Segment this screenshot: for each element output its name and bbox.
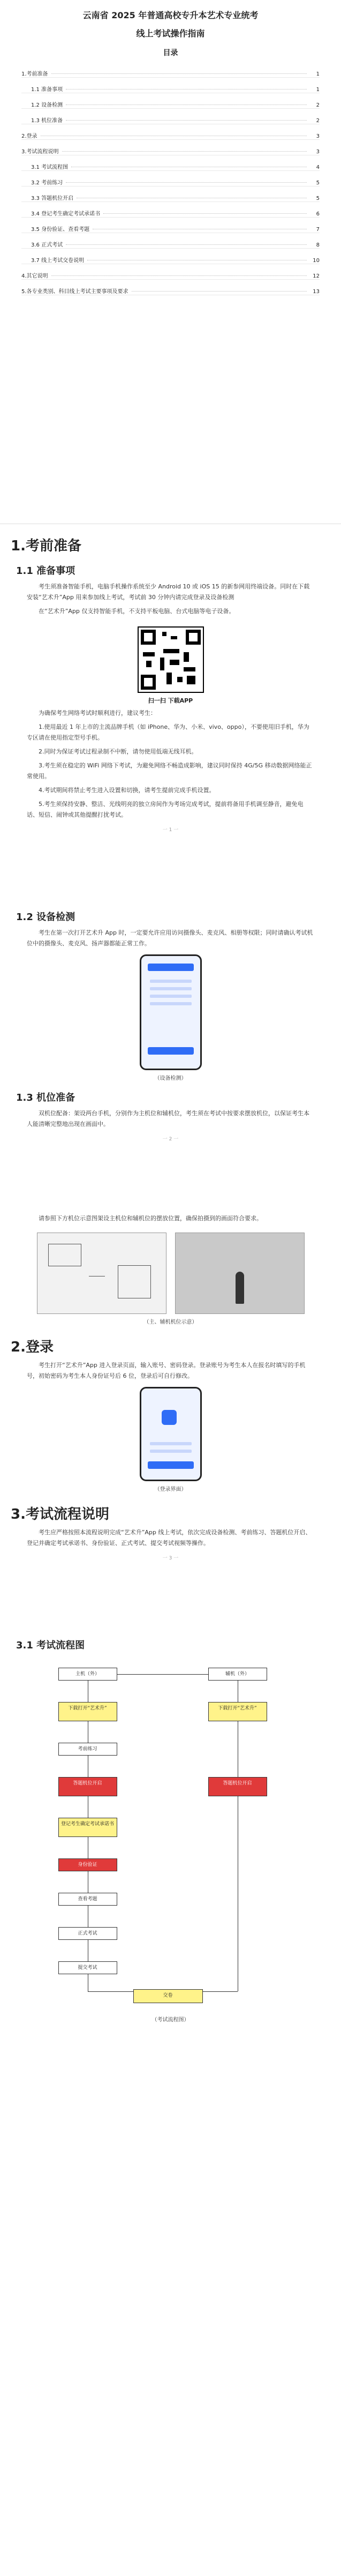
flow-node-finish: 交卷 xyxy=(133,1989,203,2003)
flow-node-open-camera-aux: 答题机位开启 xyxy=(208,1777,267,1796)
image-caption: （登录界面） xyxy=(154,1487,187,1492)
subsection-heading: 1.3 机位准备 xyxy=(16,1092,75,1103)
device-check-phone-image xyxy=(140,954,202,1070)
toc-item[interactable]: 3.4 登记考生确定考试承诺书 6 xyxy=(21,202,320,218)
subsection-heading: 1.2 设备检测 xyxy=(16,912,75,923)
paragraph: 5.考生须保持安静、整洁、光线明亮的独立房间作为考场完成考试，提前将备用手机调至静音，避免电话、短信、闹钟或其他提醒打扰考试。 xyxy=(27,801,304,818)
paragraph: 4.考试期间将禁止考生进入设置和切换，请考生提前完成手机设置。 xyxy=(39,787,215,794)
flow-node-submit: 提交考试 xyxy=(58,1961,117,1974)
flow-node-pledge: 登记考生确定考试承诺书 xyxy=(58,1818,117,1837)
spacer xyxy=(0,1146,341,1210)
toc-heading: 目录 xyxy=(163,49,178,57)
toc-item[interactable]: 3.1 考试流程图 4 xyxy=(21,155,320,171)
camera-photo-image xyxy=(175,1233,305,1314)
paragraph: 2.同时为保证考试过程录制不中断，请勿使用低端无线耳机。 xyxy=(39,748,198,755)
image-caption: （设备检测） xyxy=(154,1076,187,1081)
page-number: 一 3 一 xyxy=(162,1556,179,1561)
toc-item[interactable]: 5.各专业类别、科目线上考试主要事项及要求 13 xyxy=(21,280,320,295)
spacer xyxy=(0,1565,341,1629)
subsection-heading: 3.1 考试流程图 xyxy=(16,1640,85,1651)
image-caption: （考试流程图） xyxy=(151,2017,190,2023)
flow-node-main: 主机（外） xyxy=(58,1668,117,1681)
title-line-2: 线上考试操作指南 xyxy=(136,28,205,39)
toc-item[interactable]: 3.2 考前练习 5 xyxy=(21,171,320,186)
flow-node-practice: 考前练习 xyxy=(58,1743,117,1756)
toc-item[interactable]: 1.考前准备 1 xyxy=(21,62,320,78)
toc-item[interactable]: 3.考试流程说明 3 xyxy=(21,140,320,155)
title-line-1: 云南省 2025 年普通高校专升本艺术专业统考 xyxy=(82,10,259,20)
flow-node-formal-exam: 正式考试 xyxy=(58,1927,117,1940)
section-heading: 2.登录 xyxy=(11,1339,54,1355)
flow-node-view-question: 查看考题 xyxy=(58,1893,117,1906)
toc-item[interactable]: 3.7 线上考试交卷说明 10 xyxy=(21,249,320,264)
paragraph: 请参照下方机位示意图架设主机位和辅机位的摆放位置，确保拍摄到的画面符合要求。 xyxy=(39,1215,262,1222)
spacer xyxy=(0,837,341,901)
toc-item[interactable]: 1.3 机位准备 2 xyxy=(21,109,320,124)
toc-item[interactable]: 1.2 设备检测 2 xyxy=(21,93,320,109)
exam-flowchart xyxy=(37,1662,305,2011)
image-caption: （主、辅机机位示意） xyxy=(143,1319,198,1325)
login-phone-image xyxy=(140,1387,202,1481)
camera-diagram-image xyxy=(37,1233,166,1314)
page-number: 一 2 一 xyxy=(162,1137,179,1142)
paragraph: 在“艺术升”App 仅支持智能手机，不支持平板电脑、台式电脑等电子设备。 xyxy=(39,608,235,615)
qr-caption: 扫一扫 下载APP xyxy=(148,697,193,704)
document-page xyxy=(0,6,341,2023)
paragraph: 双机位配备：架设两台手机，分别作为主机位和辅机位，考生须在考试中按要求摆放机位，以保证考生本人能清晰完整地出现在画面中。 xyxy=(27,1110,309,1128)
table-of-contents xyxy=(0,62,341,295)
toc-item[interactable]: 3.6 正式考试 8 xyxy=(21,233,320,249)
toc-item[interactable]: 1.1 准备事项 1 xyxy=(21,78,320,93)
toc-item[interactable]: 4.其它说明 12 xyxy=(21,264,320,280)
flow-node-download-aux: 下载打开“艺术升” xyxy=(208,1702,267,1721)
flow-node-download: 下载打开“艺术升” xyxy=(58,1702,117,1721)
subsection-heading: 1.1 准备事项 xyxy=(16,565,75,577)
page-number: 一 1 一 xyxy=(162,827,179,833)
paragraph: 考生在第一次打开艺术升 App 时，一定要允许应用访问摄像头、麦克风、相册等权限；同时请确认考试机位中的摄像头、麦克风、扬声器都能正常工作。 xyxy=(27,929,313,947)
paragraph: 为确保考生网络考试时顺利进行，建议考生： xyxy=(39,710,156,716)
paragraph: 考生应严格按照本流程说明完成“艺术升”App 线上考试，依次完成设备检测、考前练习、答题机位开启、登记并确定考试承诺书、身份验证、正式考试、提交考试视频等操作。 xyxy=(27,1529,312,1547)
section-heading: 1.考前准备 xyxy=(11,538,81,554)
section-heading: 3.考试流程说明 xyxy=(11,1506,109,1522)
flow-node-open-camera: 答题机位开启 xyxy=(58,1777,117,1796)
toc-item[interactable]: 3.3 答题机位开启 5 xyxy=(21,186,320,202)
flow-node-identity: 身份验证 xyxy=(58,1858,117,1871)
paragraph: 考生打开“艺术升”App 进入登录页面，输入账号、密码登录。登录账号为考生本人在报名时填写的手机号，初始密码为考生本人身份证号后 6 位，登录后可自行修改。 xyxy=(27,1362,306,1379)
spacer xyxy=(0,295,341,520)
paragraph: 3.考生须在稳定的 WiFi 网络下考试，为避免网络不畅造成影响，建议同时保持 4G/5G 移动数据网络能正常使用。 xyxy=(27,762,312,780)
paragraph: 1.使用最近 1 年上市的主流品牌手机（如 iPhone、华为、小米、vivo、oppo），不要使用旧手机，华为专区请在使用指定型号手机。 xyxy=(27,723,309,741)
qr-block xyxy=(0,626,341,705)
flow-node-aux: 辅机（外） xyxy=(208,1668,267,1681)
paragraph: 考生须准备智能手机，电脑手机操作系统至少 Android 10 或 iOS 15 的新参网用终端设备。同时在下载安装“艺术升”App 用来参加线上考试，考试前 30 分钟内请完成登录及设备检测 xyxy=(27,583,310,601)
qr-code-icon[interactable] xyxy=(138,626,204,693)
toc-item[interactable]: 3.5 身份验证、查看考题 7 xyxy=(21,218,320,233)
document-title xyxy=(0,6,341,43)
camera-position-images xyxy=(0,1233,341,1314)
toc-item[interactable]: 2.登录 3 xyxy=(21,124,320,140)
